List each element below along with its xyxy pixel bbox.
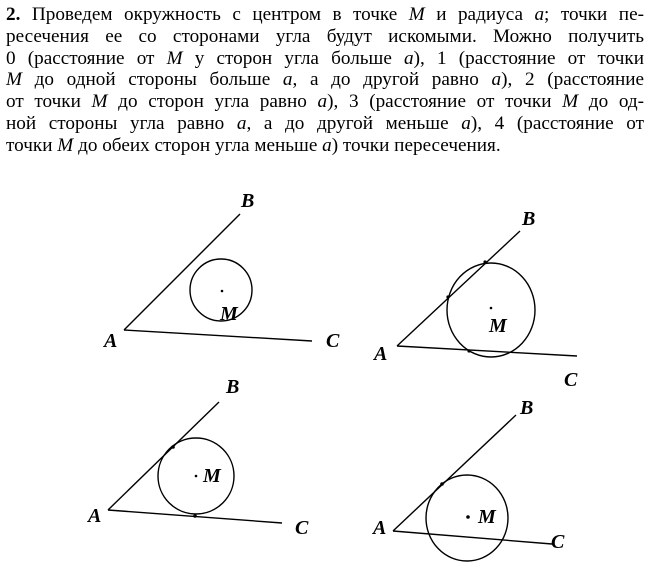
label-M: M (203, 465, 221, 487)
text-segment: от точки (6, 91, 92, 113)
label-A: A (374, 343, 388, 365)
ray-AB (393, 415, 516, 531)
math-variable: a (491, 69, 502, 91)
math-variable: M (57, 134, 74, 156)
ray-AC (397, 346, 577, 356)
text-segment: и радиуса (424, 4, 535, 25)
center-dot (195, 475, 198, 478)
tangent-dot (171, 445, 175, 449)
label-C: C (564, 369, 578, 391)
tangent-dot (193, 514, 197, 518)
math-variable: M (91, 91, 108, 113)
label-A: A (373, 517, 387, 539)
math-variable: a (534, 4, 545, 25)
text-segment: ), 1 (расстояние от точки (413, 47, 645, 69)
math-variable: a (236, 112, 247, 134)
intersection-dot (440, 482, 444, 486)
math-variable: a (282, 69, 293, 91)
diagram-case-0 (124, 214, 312, 341)
intersection-dot (467, 349, 470, 352)
text-segment: , а до другой меньше (246, 112, 462, 134)
text-segment: до од- (578, 91, 645, 113)
label-M: M (478, 506, 496, 528)
label-B: B (520, 397, 534, 419)
math-variable: M (562, 91, 579, 113)
math-variable: M (166, 47, 183, 69)
text-segment: ), 2 (расстояние (501, 69, 644, 91)
label-C: C (551, 531, 565, 553)
ray-AC (124, 330, 312, 341)
problem-number: 2. (6, 4, 21, 25)
math-variable: a (322, 134, 332, 156)
label-B: B (226, 376, 240, 398)
ray-AC (393, 531, 552, 544)
text-segment: Проведем окружность с центром в точке (31, 4, 409, 25)
label-C: C (295, 517, 309, 539)
center-dot (221, 290, 224, 293)
diagram-case-3 (397, 231, 577, 357)
label-B: B (241, 190, 255, 212)
text-segment: ), 3 (расстояние от точки (327, 91, 563, 113)
label-A: A (104, 330, 118, 352)
center-dot (490, 307, 493, 310)
math-variable: a (317, 91, 328, 113)
text-segment: ), 4 (расстояние от (470, 112, 645, 134)
math-variable: a (404, 47, 414, 69)
label-A: A (88, 505, 102, 527)
text-segment: до одной стороны больше (21, 69, 283, 91)
text-segment: ; точки пе- (544, 4, 644, 25)
text-segment: ной стороны угла равно (6, 112, 237, 134)
text-segment: , а до другой равно (292, 69, 492, 91)
text-segment: ) точки пересечения. (331, 134, 501, 156)
intersection-dot (446, 295, 449, 298)
label-B: B (522, 208, 536, 230)
diagram-case-2 (108, 402, 282, 523)
circle-M (447, 263, 535, 357)
text-segment: ресечения ее со сторонами угла будут искомыми. Можно получить (6, 25, 644, 47)
text-segment: точки (6, 134, 58, 156)
text-segment: у сторон угла больше (182, 47, 404, 69)
intersection-dot (483, 260, 486, 263)
text-segment: 0 (расстояние от (6, 47, 167, 69)
diagram-case-4 (393, 415, 552, 561)
text-segment: до обеих сторон угла меньше (73, 134, 323, 156)
label-M: M (489, 315, 507, 337)
center-dot (466, 515, 470, 519)
label-M: M (220, 303, 238, 325)
text-segment: до сторон угла равно (107, 91, 318, 113)
math-variable: M (6, 69, 22, 91)
math-variable: a (461, 112, 471, 134)
math-variable: M (408, 4, 425, 25)
label-C: C (326, 330, 340, 352)
